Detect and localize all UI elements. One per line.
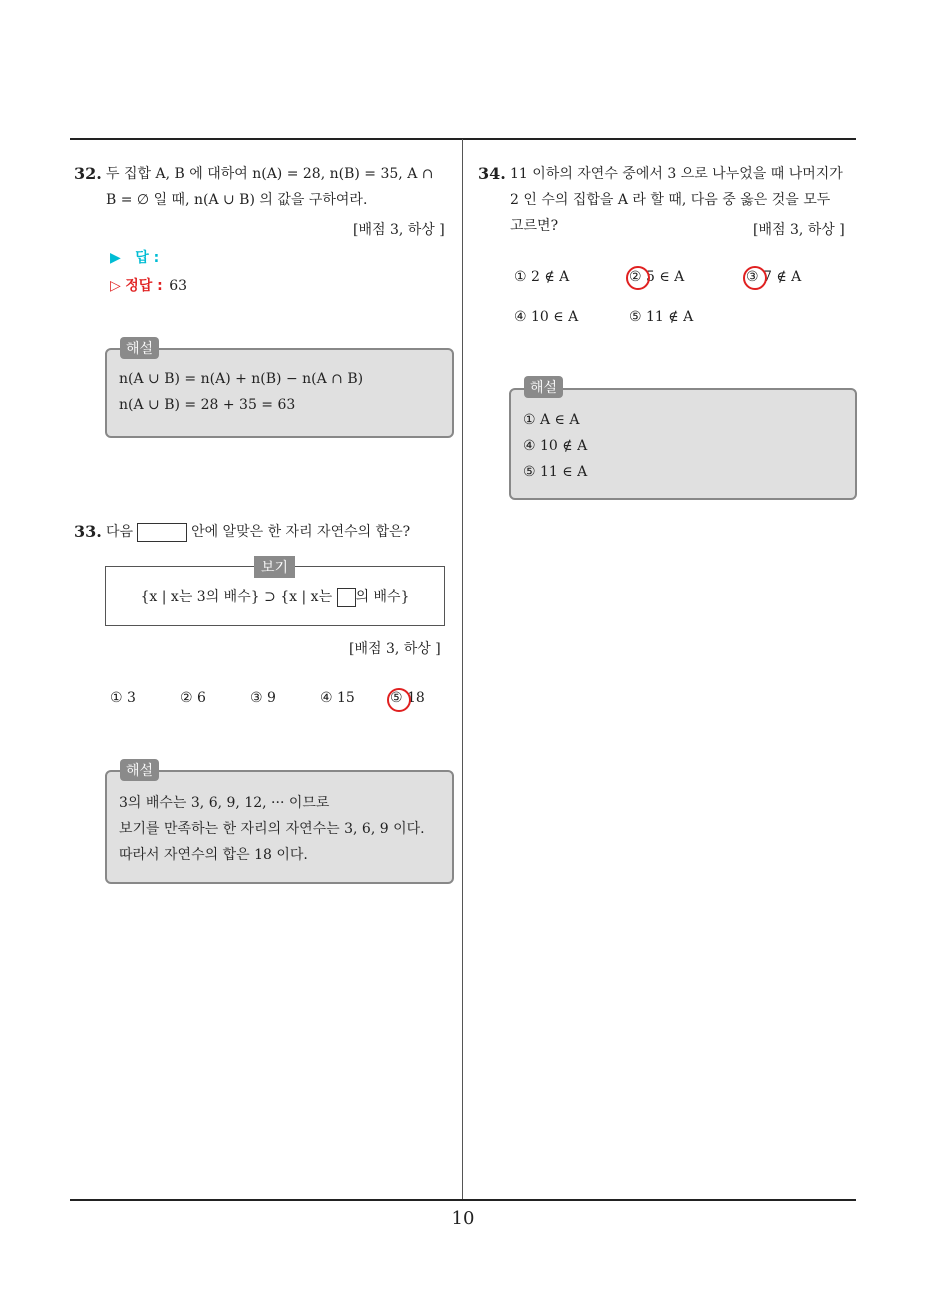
answer-row bbox=[110, 247, 159, 267]
question-32-score: [배점 3, 하상 ] bbox=[353, 222, 445, 238]
choice-34-4[interactable]: ④ 10 ∈ A bbox=[514, 309, 579, 325]
choice-34-3[interactable]: ③ 7 ∉ A bbox=[746, 269, 802, 285]
example-set-right: 의 배수} bbox=[355, 589, 410, 605]
explanation-line: ① A ∈ A bbox=[523, 412, 580, 428]
explanation-line: n(A ∪ B) = 28 + 35 = 63 bbox=[119, 397, 296, 413]
choice-34-5[interactable]: ⑤ 11 ∉ A bbox=[629, 309, 694, 325]
example-blank-box bbox=[337, 588, 356, 607]
example-label: 보기 bbox=[254, 556, 295, 578]
explanation-line: 따라서 자연수의 합은 18 이다. bbox=[119, 847, 308, 863]
question-32-number: 32. bbox=[74, 164, 102, 183]
question-33-score: [배점 3, 하상 ] bbox=[349, 641, 441, 657]
choice-34-1[interactable]: ① 2 ∉ A bbox=[514, 269, 570, 285]
explanation-line: 보기를 만족하는 한 자리의 자연수는 3, 6, 9 이다. bbox=[119, 821, 425, 837]
selected-mark-icon bbox=[626, 266, 650, 290]
question-34-score: [배점 3, 하상 ] bbox=[753, 222, 845, 238]
choice-34-2[interactable]: ② 5 ∈ A bbox=[629, 269, 685, 285]
selected-mark-icon bbox=[387, 688, 411, 712]
explanation-label-33: 해설 bbox=[120, 759, 159, 781]
question-32-line1: 두 집합 A, B 에 대하여 n(A) = 28, n(B) = 35, A ∩ bbox=[106, 166, 434, 182]
top-rule bbox=[70, 138, 856, 140]
answer-label: 답 : bbox=[135, 250, 160, 266]
correct-row bbox=[110, 275, 187, 295]
question-34-line1: 11 이하의 자연수 중에서 3 으로 나누었을 때 나머지가 bbox=[510, 166, 843, 182]
question-33-text: 다음 안에 알맞은 한 자리 자연수의 합은? bbox=[106, 524, 411, 540]
explanation-box-34 bbox=[509, 388, 857, 500]
choice-33-3[interactable]: ③ 9 bbox=[250, 690, 276, 706]
choice-33-2[interactable]: ② 6 bbox=[180, 690, 206, 706]
explanation-label-34: 해설 bbox=[524, 376, 563, 398]
example-set-left: {x | x는 3의 배수} ⊃ {x | x는 bbox=[140, 589, 333, 605]
correct-value: 63 bbox=[169, 278, 188, 294]
bottom-rule bbox=[70, 1199, 856, 1201]
column-divider bbox=[462, 139, 463, 1201]
choice-33-5[interactable]: ⑤ 18 bbox=[390, 690, 425, 706]
explanation-line: n(A ∪ B) = n(A) + n(B) − n(A ∩ B) bbox=[119, 371, 364, 387]
selected-mark-icon bbox=[743, 266, 767, 290]
question-34-line2: 2 인 수의 집합을 A 라 할 때, 다음 중 옳은 것을 모두 bbox=[510, 192, 831, 208]
play-icon: ▶ bbox=[110, 250, 121, 266]
blank-box bbox=[137, 523, 187, 542]
question-32-line2: B = ∅ 일 때, n(A ∪ B) 의 값을 구하여라. bbox=[106, 192, 368, 208]
explanation-box-32 bbox=[105, 348, 454, 438]
question-33-number: 33. bbox=[74, 522, 102, 541]
choice-33-4[interactable]: ④ 15 bbox=[320, 690, 355, 706]
choice-33-1[interactable]: ① 3 bbox=[110, 690, 136, 706]
correct-label: 정답 : bbox=[125, 278, 163, 294]
question-34-line3: 고르면? bbox=[510, 218, 559, 234]
outline-triangle-icon: ▷ bbox=[110, 278, 121, 294]
explanation-line: ⑤ 11 ∈ A bbox=[523, 464, 588, 480]
explanation-line: 3의 배수는 3, 6, 9, 12, ··· 이므로 bbox=[119, 795, 330, 811]
explanation-box-33 bbox=[105, 770, 454, 884]
page-number: 10 bbox=[451, 1208, 475, 1229]
question-34-number: 34. bbox=[478, 164, 506, 183]
explanation-label-32: 해설 bbox=[120, 337, 159, 359]
explanation-line: ④ 10 ∉ A bbox=[523, 438, 588, 454]
